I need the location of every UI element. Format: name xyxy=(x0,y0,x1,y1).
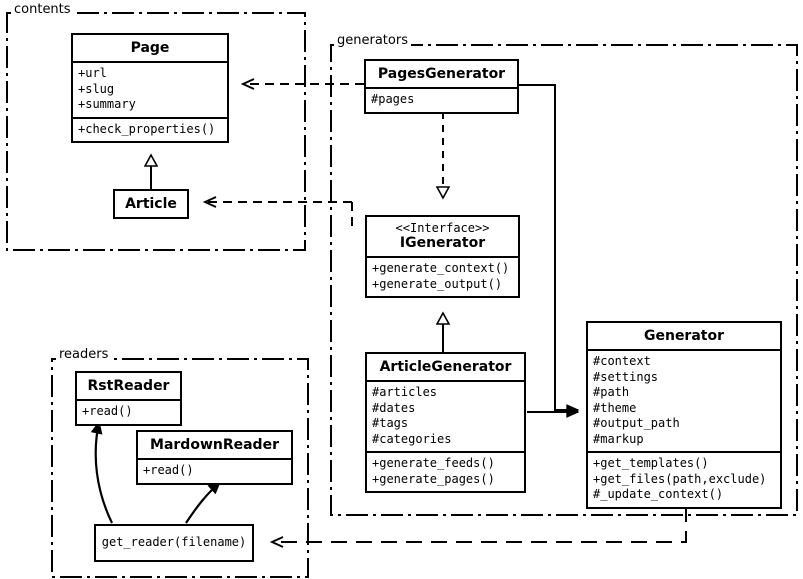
class-article-generator-title: ArticleGenerator xyxy=(379,359,512,375)
class-page[interactable] xyxy=(71,33,229,143)
class-rst-reader-title: RstReader xyxy=(87,378,170,394)
class-generator[interactable] xyxy=(586,321,782,509)
class-mardown-reader-operations xyxy=(138,458,291,483)
class-mardown-reader-title: MardownReader xyxy=(150,437,279,453)
operation: #_update_context() xyxy=(593,487,724,501)
class-article-generator[interactable] xyxy=(365,352,526,493)
class-article-title: Article xyxy=(125,196,177,212)
attribute: +summary xyxy=(78,97,136,111)
operation: +generate_pages() xyxy=(372,471,495,486)
operation: +read() xyxy=(82,404,133,418)
attribute: #markup xyxy=(593,431,644,446)
package-label-generators: generators xyxy=(334,33,411,48)
attribute: #pages xyxy=(371,92,415,106)
operation: +generate_feeds() xyxy=(372,456,495,470)
class-pages-generator-title: PagesGenerator xyxy=(377,66,506,82)
class-article[interactable] xyxy=(113,189,189,219)
class-pages-generator[interactable] xyxy=(364,59,519,114)
operation: +read() xyxy=(143,463,194,477)
attribute: #dates xyxy=(372,400,416,415)
operation: +get_files(path,exclude) xyxy=(593,471,767,486)
attribute: #output_path xyxy=(593,416,680,430)
class-igenerator[interactable] xyxy=(365,215,520,298)
class-page-operations xyxy=(73,117,227,142)
attribute: #tags xyxy=(372,416,409,430)
class-igenerator-title: IGenerator xyxy=(399,235,486,251)
attribute: +slug xyxy=(78,81,115,96)
class-article-generator-attributes xyxy=(367,380,524,451)
class-article-generator-operations xyxy=(367,451,524,491)
class-generator-attributes xyxy=(588,349,780,451)
attribute: +url xyxy=(78,66,107,80)
class-rst-reader[interactable] xyxy=(75,371,182,426)
class-generator-operations xyxy=(588,451,780,507)
class-pages-generator-attributes xyxy=(366,87,517,112)
class-mardown-reader[interactable] xyxy=(136,430,293,485)
operation: +generate_context() xyxy=(372,261,510,275)
attribute: #path xyxy=(593,385,630,399)
attribute: #context xyxy=(593,354,651,368)
class-igenerator-stereotype: <<Interface>> xyxy=(395,221,490,235)
attribute: #categories xyxy=(372,431,452,446)
operation: +check_properties() xyxy=(78,121,216,136)
class-generator-title: Generator xyxy=(643,328,724,344)
class-page-attributes xyxy=(73,61,227,117)
attribute: #theme xyxy=(593,400,637,415)
package-label-contents: contents xyxy=(11,2,74,17)
function-get-reader[interactable]: get_reader(filename) xyxy=(94,524,254,562)
operation: +generate_output() xyxy=(372,276,503,291)
attribute: #settings xyxy=(593,369,659,384)
attribute: #articles xyxy=(372,385,438,399)
class-rst-reader-operations xyxy=(77,399,180,424)
operation: +get_templates() xyxy=(593,456,709,470)
class-page-title: Page xyxy=(130,40,170,56)
class-igenerator-operations xyxy=(367,256,518,296)
package-label-readers: readers xyxy=(56,347,111,362)
